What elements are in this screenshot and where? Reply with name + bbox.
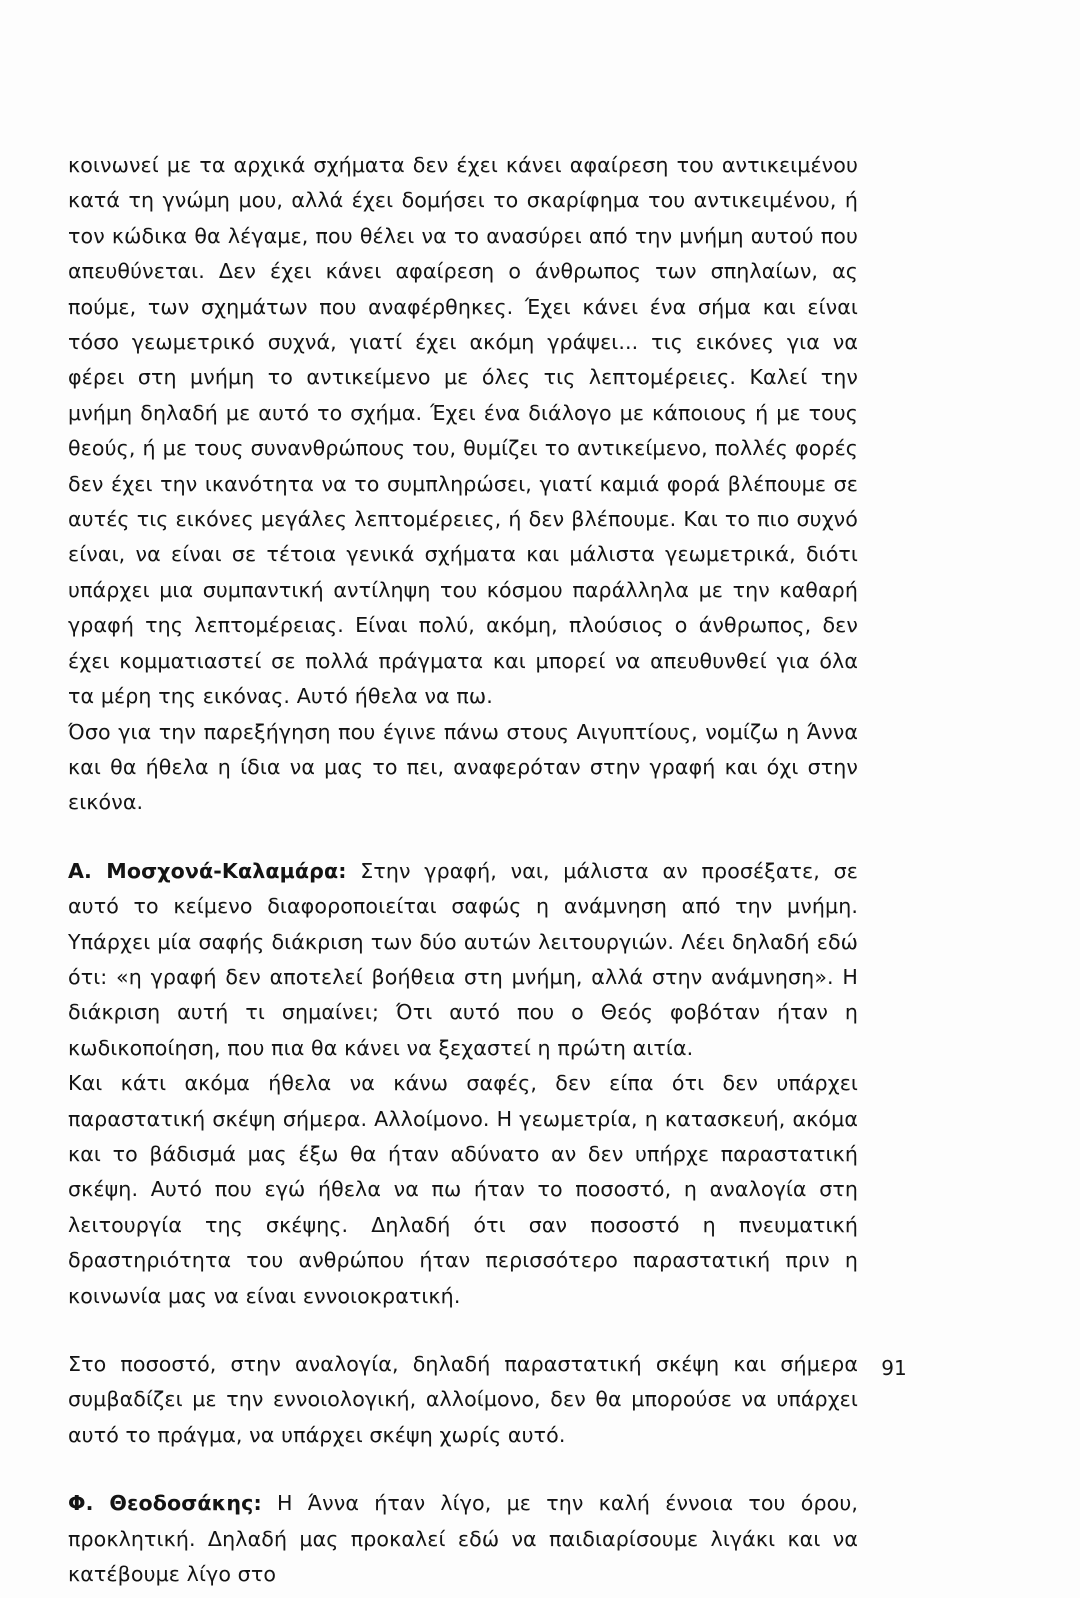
paragraph-text: Και κάτι ακόμα ήθελα να κάνω σαφές, δεν είπα ότι δεν υπάρχει παραστατική σκέψη σήμερα. Αλλοίμονο. Η γεωμετρία, η κατασκευή, ακόμα και το βάδισμά μας έξω θα ήταν αδύνατο αν δεν υπήρχε παραστατική σκέψη. Αυτό που εγώ ήθελα να πω ήταν το ποσοστό, η αναλογία στη λειτουργία της σκέψης. Δηλαδή ότι σαν ποσοστό η πνευματική δραστηριότητα του ανθρώπου ήταν περισσότερο παραστατική πριν η κοινωνία μας να είναι εννοιοκρατική.: [68, 1071, 858, 1308]
paragraph-text: Όσο για την παρεξήγηση που έγινε πάνω στους Αιγυπτίους, νομίζω η Άννα και θα ήθελα η ίδια να μας το πει, αναφερόταν στην γραφή και όχι στην εικόνα.: [68, 719, 858, 815]
paragraph-4: [68, 1066, 858, 1314]
paragraph-text: Στο ποσοστό, στην αναλογία, δηλαδή παραστατική σκέψη και σήμερα συμβαδίζει με την εννοιολογική, αλλοίμονο, δεν θα μπορούσε να υπάρχει αυτό το πράγμα, να υπάρχει σκέψη χωρίς αυτό.: [68, 1352, 858, 1447]
paragraph-text: κοινωνεί με τα αρχικά σχήματα δεν έχει κάνει αφαίρεση του αντικειμένου κατά τη γνώμη μου, αλλά έχει δομήσει το σκαρίφημα του αντικειμένου, ή τον κώδικα θα λέγαμε, που θέλει να το ανασύρει από την μνήμη αυτού που απευθύνεται. Δεν έχει κάνει αφαίρεση ο άνθρωπος των σπηλαίων, ας πούμε, των σχημάτων που αναφέρθηκες. Έχει κάνει ένα σήμα και είναι τόσο γεωμετρικό συχνά, γιατί έχει ακόμη γράψει... τις εικόνες για να φέρει στη μνήμη το αντικείμενο με όλες τις λεπτομέρειες. Καλεί την μνήμη δηλαδή με αυτό το σχήμα. Έχει ένα διάλογο με κάποιους ή με τους θεούς, ή με τους συνανθρώπους του, θυμίζει το αντικείμενο, πολλές φορές δεν έχει την ικανότητα να το συμπληρώσει, γιατί καμιά φορά βλέπουμε σε αυτές τις εικόνες μεγάλες λεπτομέρειες, ή δεν βλέπουμε. Και το πιο συχνό είναι, να είναι σε τέτοια γενικά σχήματα και μάλιστα γεωμετρικά, διότι υπάρχει μια συμπαντική αντίληψη του κόσμου παράλληλα με την καθαρή γραφή της λεπτομέρειας. Είναι πολύ, ακόμη, πλούσιος ο άνθρωπος, δεν έχει κομματιαστεί σε πολλά πράγματα και μπορεί να απευθυνθεί για όλα τα μέρη της εικόνας. Αυτό ήθελα να πω.: [68, 153, 858, 709]
speaker-name: Α. Μοσχονά-Καλαμάρα:: [68, 858, 347, 883]
paragraph-spacer: [68, 821, 858, 854]
paragraph-6: [68, 1486, 858, 1592]
paragraph-1: [68, 148, 858, 715]
page-number: [0, 1356, 1080, 1380]
paragraph-text: Στην γραφή, ναι, μάλιστα αν προσέξατε, σε αυτό το κείμενο διαφοροποιείται σαφώς η ανάμνηση από την μνήμη. Υπάρχει μία σαφής διάκριση των δύο αυτών λειτουργιών. Λέει δηλαδή εδώ ότι: «η γραφή δεν αποτελεί βοήθεια στη μνήμη, αλλά στην ανάμνηση». Η διάκριση αυτή τι σημαίνει; Ότι αυτό που ο Θεός φοβόταν ήταν η κωδικοποίηση, που πια θα κάνει να ξεχαστεί η πρώτη αιτία.: [68, 858, 858, 1060]
paragraph-spacer: [68, 1314, 858, 1347]
paragraph-spacer: [68, 1453, 858, 1486]
paragraph-text: Η Άννα ήταν λίγο, με την καλή έννοια του όρου, προκλητική. Δηλαδή μας προκαλεί εδώ να παιδιαρίσουμε λιγάκι και να κατέβουμε λίγο στο: [68, 1491, 858, 1587]
page-number-value: 91: [881, 1356, 907, 1380]
speaker-name: Φ. Θεοδοσάκης:: [68, 1491, 262, 1516]
paragraph-3: [68, 854, 858, 1066]
paragraph-2: [68, 715, 858, 821]
